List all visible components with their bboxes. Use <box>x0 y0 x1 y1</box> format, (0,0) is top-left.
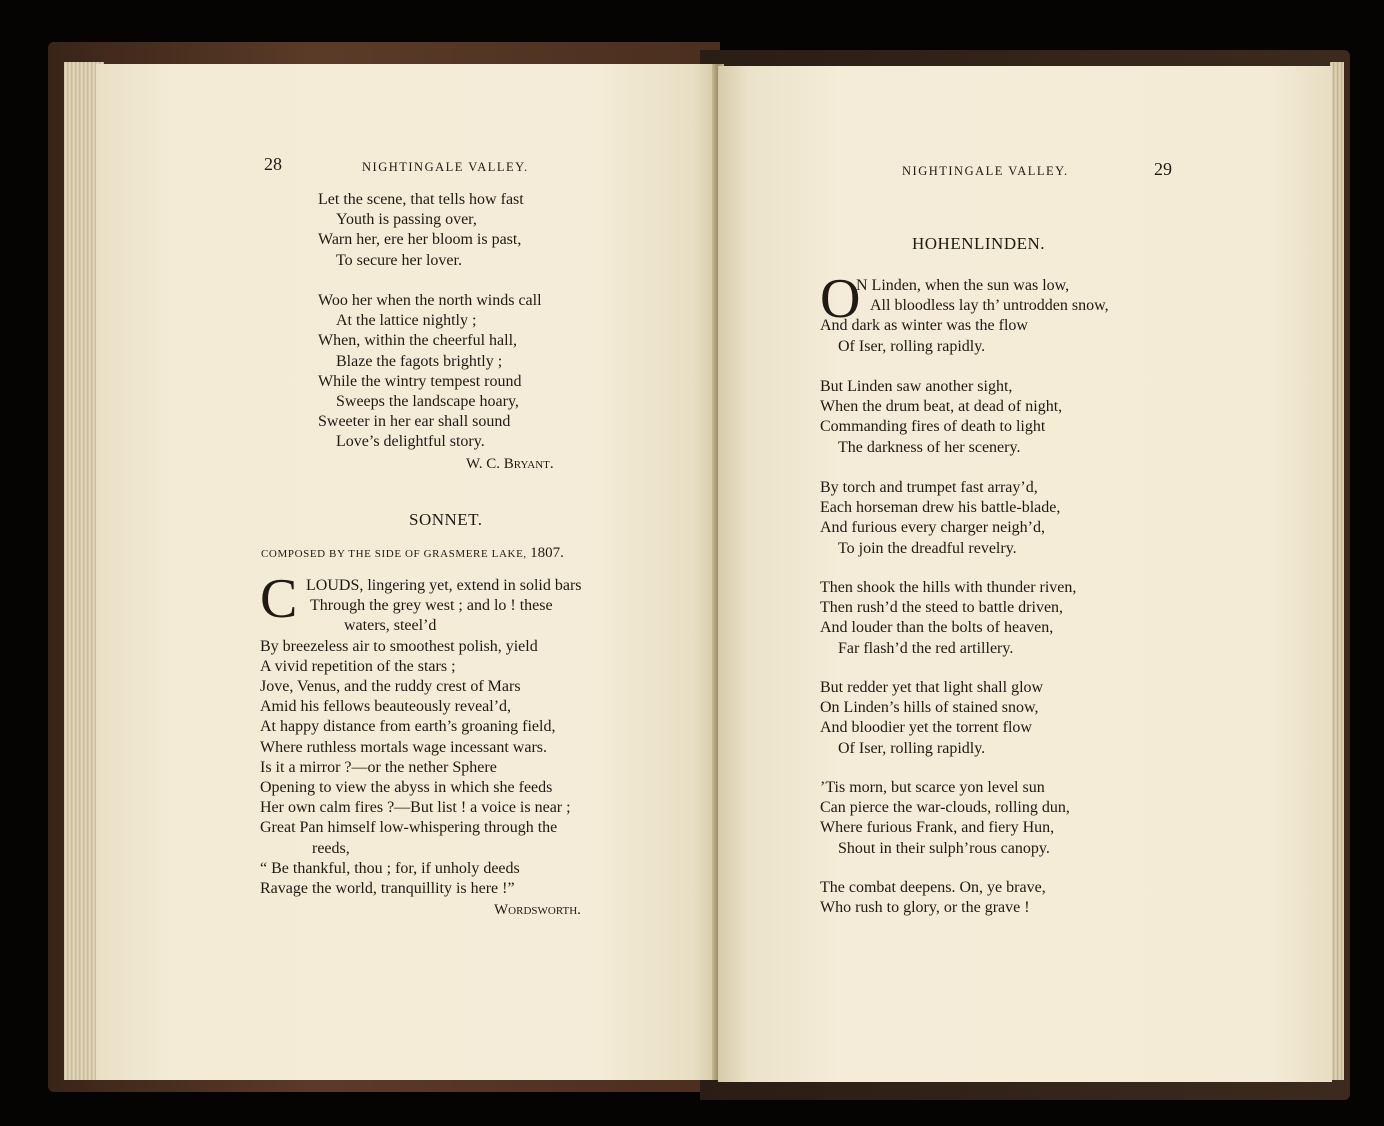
poem-line: Love’s delightful story. <box>336 433 485 451</box>
sonnet-subtitle <box>261 545 564 562</box>
poem-hohenlinden-stanza-4 <box>820 578 1076 659</box>
poem-line: Youth is passing over, <box>336 211 477 229</box>
poem-line: Who rush to glory, or the grave ! <box>820 899 1030 917</box>
attribution-bryant: W. C. Bryant. <box>466 456 554 472</box>
poem-line: Opening to view the abyss in which she feeds <box>260 779 553 797</box>
poem-line: To secure her lover. <box>336 251 462 269</box>
poem-line: To join the dreadful revelry. <box>838 539 1017 557</box>
poem-hohenlinden-stanza-2 <box>820 377 1062 458</box>
poem-line: At happy distance from earth’s groaning field, <box>260 718 556 736</box>
poem-line: Blaze the fagots brightly ; <box>336 352 503 370</box>
poem-line: On Linden’s hills of stained snow, <box>820 699 1039 717</box>
dropcap-c: C <box>260 568 298 630</box>
running-head-right: NIGHTINGALE VALLEY. <box>902 164 1069 178</box>
poem-line: And dark as winter was the flow <box>820 317 1028 335</box>
poem-line: LOUDS, lingering yet, extend in solid bars <box>306 577 582 594</box>
poem-line: Then shook the hills with thunder riven, <box>820 579 1077 596</box>
poem-line: Great Pan himself low-whispering through the <box>260 819 558 837</box>
poem-line: waters, steel’d <box>344 617 437 635</box>
poem-line: Sweeps the landscape hoary, <box>336 393 519 411</box>
poem-line: Is it a mirror ?—or the nether Sphere <box>260 758 497 776</box>
sonnet-title: SONNET. <box>409 510 483 529</box>
poem-line: Where ruthless mortals wage incessant wars. <box>260 738 548 756</box>
poem-line: While the wintry tempest round <box>318 372 522 390</box>
poem-line: At the lattice nightly ; <box>336 312 477 330</box>
poem-line: When the drum beat, at dead of night, <box>820 398 1063 416</box>
poem-line: Amid his fellows beauteously reveal’d, <box>260 698 512 716</box>
sonnet-subtitle-text: COMPOSED BY THE SIDE OF GRASMERE LAKE, <box>261 548 527 560</box>
page-number-left: 28 <box>264 154 282 174</box>
poem-line: Of Iser, rolling rapidly. <box>838 739 986 757</box>
poem-bryant-stanza-2 <box>318 291 542 453</box>
poem-line: Through the grey west ; and lo ! these <box>310 597 553 615</box>
left-page <box>96 64 718 1080</box>
poem-line: Where furious Frank, and fiery Hun, <box>820 819 1055 837</box>
poem-line: Jove, Venus, and the ruddy crest of Mars <box>260 678 521 696</box>
poem-line: Sweeter in her ear shall sound <box>318 413 511 431</box>
poem-line: reeds, <box>312 839 350 857</box>
poem-line: When, within the cheerful hall, <box>318 332 518 350</box>
poem-line: By breezeless air to smoothest polish, yield <box>260 637 538 655</box>
poem-hohenlinden-stanza-6 <box>820 778 1070 859</box>
poem-bryant-stanza-1 <box>318 190 524 271</box>
poem-line: N Linden, when the sun was low, <box>856 277 1070 294</box>
poem-line: Can pierce the war-clouds, rolling dun, <box>820 799 1070 817</box>
poem-line: But Linden saw another sight, <box>820 378 1013 395</box>
poem-hohenlinden-stanza-1 <box>820 268 1109 357</box>
poem-line: But redder yet that light shall glow <box>820 679 1044 696</box>
poem-line: Woo her when the north winds call <box>318 292 542 309</box>
poem-line: Each horseman drew his battle-blade, <box>820 499 1061 517</box>
poem-line: Let the scene, that tells how fast <box>318 191 524 208</box>
attribution-wordsworth: Wordsworth. <box>494 902 581 918</box>
poem-hohenlinden-stanza-7 <box>820 878 1046 918</box>
dropcap-o: O <box>820 268 861 330</box>
poem-line: Shout in their sulph’rous canopy. <box>838 839 1050 857</box>
running-head-left: NIGHTINGALE VALLEY. <box>362 160 529 174</box>
poem-line: Warn her, ere her bloom is past, <box>318 231 522 249</box>
poem-line: Then rush’d the steed to battle driven, <box>820 599 1064 617</box>
sonnet-wordsworth <box>260 568 582 899</box>
poem-line: The combat deepens. On, ye brave, <box>820 879 1046 896</box>
poem-hohenlinden-stanza-3 <box>820 478 1060 559</box>
page-edges-right <box>1330 62 1344 1080</box>
sonnet-year: 1807. <box>530 545 564 561</box>
poem-line: Of Iser, rolling rapidly. <box>838 337 986 355</box>
poem-line: Far flash’d the red artillery. <box>838 639 1014 657</box>
poem-title-hohenlinden: HOHENLINDEN. <box>912 234 1046 253</box>
poem-line: Commanding fires of death to light <box>820 418 1046 436</box>
right-page <box>718 66 1332 1082</box>
poem-line: And furious every charger neigh’d, <box>820 519 1045 537</box>
poem-line: The darkness of her scenery. <box>838 438 1021 456</box>
poem-line: A vivid repetition of the stars ; <box>260 657 456 675</box>
page-number-right: 29 <box>1154 159 1172 179</box>
poem-line: All bloodless lay th’ untrodden snow, <box>870 297 1109 315</box>
poem-line: ’Tis morn, but scarce yon level sun <box>820 779 1045 796</box>
poem-line: Her own calm fires ?—But list ! a voice is near ; <box>260 799 571 817</box>
poem-line: And bloodier yet the torrent flow <box>820 719 1032 737</box>
poem-line: Ravage the world, tranquillity is here !” <box>260 880 515 898</box>
poem-hohenlinden-stanza-5 <box>820 678 1043 759</box>
poem-line: By torch and trumpet fast array’d, <box>820 479 1038 496</box>
poem-line: “ Be thankful, thou ; for, if unholy deeds <box>260 859 520 877</box>
poem-line: And louder than the bolts of heaven, <box>820 619 1054 637</box>
